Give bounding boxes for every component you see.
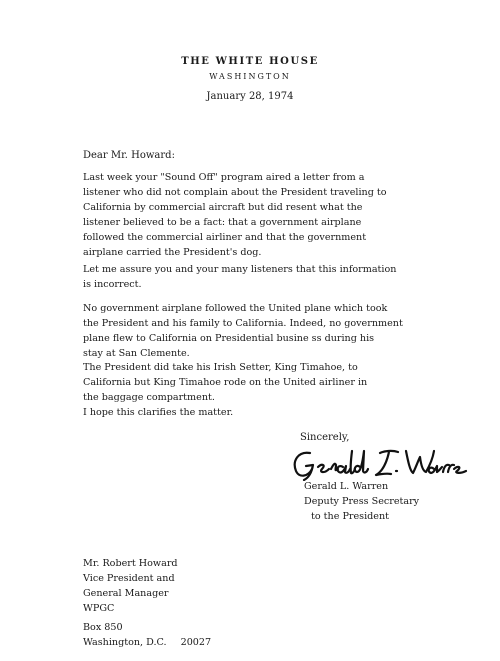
paragraph-line: listener believed to be a fact: that a government airplane <box>83 217 362 228</box>
paragraph-line: listener who did not complain about the President traveling to <box>83 187 387 198</box>
paragraph-line: airplane carried the President's dog. <box>83 247 262 258</box>
paragraph-line: the President and his family to California. Indeed, no government <box>83 318 403 329</box>
paragraph-line: The President did take his Irish Setter, King Timahoe, to <box>83 362 358 373</box>
paragraph-irish-setter <box>83 360 463 405</box>
recipient-box: Box 850 <box>83 622 123 633</box>
paragraph-line: the baggage compartment. <box>83 392 215 403</box>
recipient-organization: WPGC <box>83 603 115 614</box>
recipient-name: Mr. Robert Howard <box>83 558 178 569</box>
paragraph-line: No government airplane followed the United plane which took <box>83 303 388 314</box>
paragraph-line: Last week your "Sound Off" program aired a letter from a <box>83 172 365 183</box>
recipient-city-line <box>83 635 211 650</box>
salutation: Dear Mr. Howard: <box>83 150 175 161</box>
signer-title: Deputy Press Secretary <box>304 496 420 507</box>
signature-block <box>304 479 419 524</box>
paragraph-sound-off <box>83 170 463 260</box>
paragraph-line: followed the commercial airliner and that the government <box>83 232 367 243</box>
paragraph-line: is incorrect. <box>83 279 142 290</box>
recipient-title: Vice President and <box>83 573 175 584</box>
recipient-city: Washington, D.C. <box>83 637 167 648</box>
signer-name: Gerald L. Warren <box>304 481 389 492</box>
paragraph-line: California but King Timahoe rode on the United airliner in <box>83 377 368 388</box>
handwritten-signature <box>288 447 468 481</box>
signer-title-continued: to the President <box>311 511 390 522</box>
paragraph-line: I hope this clarifies the matter. <box>83 407 234 418</box>
letterhead-city: WASHINGTON <box>209 72 291 81</box>
paragraph-line: Let me assure you and your many listeners that this information <box>83 264 397 275</box>
paragraph-line: California by commercial aircraft but did resent what the <box>83 202 363 213</box>
closing: Sincerely, <box>300 432 350 443</box>
paragraph-closing-remark <box>83 405 463 420</box>
recipient-address <box>83 556 211 650</box>
paragraph-assurance <box>83 262 463 292</box>
paragraph-no-airplane <box>83 301 463 361</box>
letterhead-title: THE WHITE HOUSE <box>181 56 319 67</box>
letter-date: January 28, 1974 <box>206 91 294 102</box>
paragraph-line: stay at San Clemente. <box>83 348 190 359</box>
paragraph-line: plane flew to California on Presidential busine ss during his <box>83 333 375 344</box>
recipient-zip: 20027 <box>180 637 212 648</box>
recipient-title-continued: General Manager <box>83 588 169 599</box>
